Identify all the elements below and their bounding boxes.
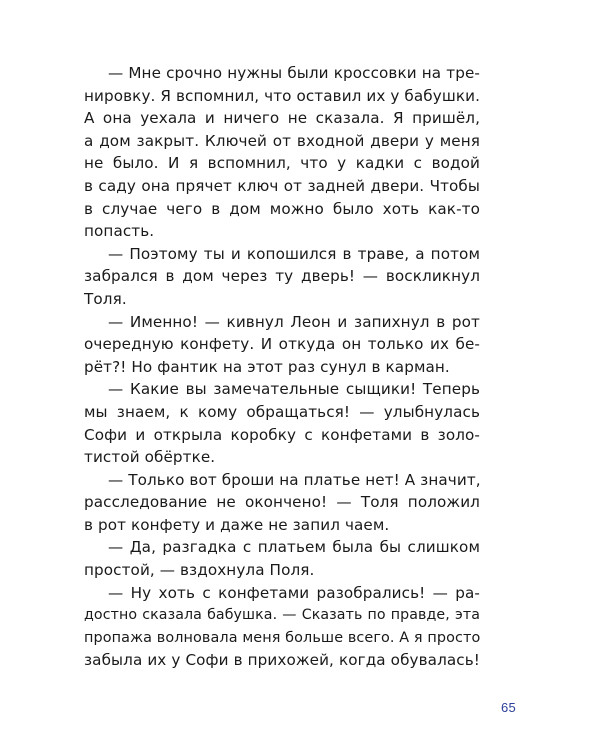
text-line: в случае чего в дом можно было хоть как-то [84, 199, 480, 218]
text-line: — Именно! — кивнул Леон и запихнул в рот [108, 312, 480, 331]
text-line: расследование не окончено! — Толя положил [84, 493, 480, 512]
text-line: Толя. [84, 289, 127, 308]
paragraph [84, 469, 480, 537]
text-line: в рот конфету и даже не запил чаем. [84, 515, 390, 534]
text-line: забыла их у Софи в прихожей, когда обувалась! [84, 651, 480, 670]
text-line: рёт?! Но фантик на этот раз сунул в карман. [84, 357, 450, 376]
text-line: — Поэтому ты и копошился в траве, а потом [108, 244, 480, 263]
text-line: пропажа волновала меня больше всего. А я просто [84, 629, 481, 646]
paragraph [84, 243, 480, 311]
paragraph [84, 378, 480, 468]
text-line: попасть. [84, 222, 155, 241]
text-line: — Да, разгадка с платьем была бы слишком [108, 538, 480, 557]
text-line: в саду она прячет ключ от задней двери. Чтобы [84, 176, 480, 195]
text-line: — Ну хоть с конфетами разобрались! — ра- [108, 583, 480, 602]
text-line: Софи и открыла коробку с конфетами в золо- [84, 425, 480, 444]
paragraph [84, 536, 480, 581]
text-line: нировку. Я вспомнил, что оставил их у бабушки. [84, 86, 481, 105]
text-line: — Мне срочно нужны были кроссовки на тре- [108, 64, 480, 82]
text-line: забрался в дом через ту дверь! — воскликнул [84, 267, 480, 286]
paragraph [84, 62, 480, 243]
text-line: а дом закрыт. Ключей от входной двери у меня [84, 131, 480, 150]
text-line: — Только вот броши на платье нет! А значит, [108, 470, 481, 489]
text-line: мы знаем, к кому обращаться! — улыбнулась [84, 402, 480, 421]
text-line: простой, — вздохнула Поля. [84, 561, 315, 580]
text-line: А она уехала и ничего не сказала. Я пришёл, [84, 109, 480, 128]
text-line: не было. И я вспомнил, что у кадки с водой [84, 154, 480, 173]
text-line: тистой обёртке. [84, 448, 216, 467]
text-line: очередную конфету. И откуда он только их бе- [84, 335, 480, 354]
text-line: достно сказала бабушка. — Сказать по правде, эта [84, 607, 480, 624]
paragraph [84, 582, 480, 672]
page-number: 65 [500, 700, 516, 715]
body-text [84, 62, 480, 672]
text-line: — Какие вы замечательные сыщики! Теперь [108, 380, 480, 399]
paragraph [84, 311, 480, 379]
